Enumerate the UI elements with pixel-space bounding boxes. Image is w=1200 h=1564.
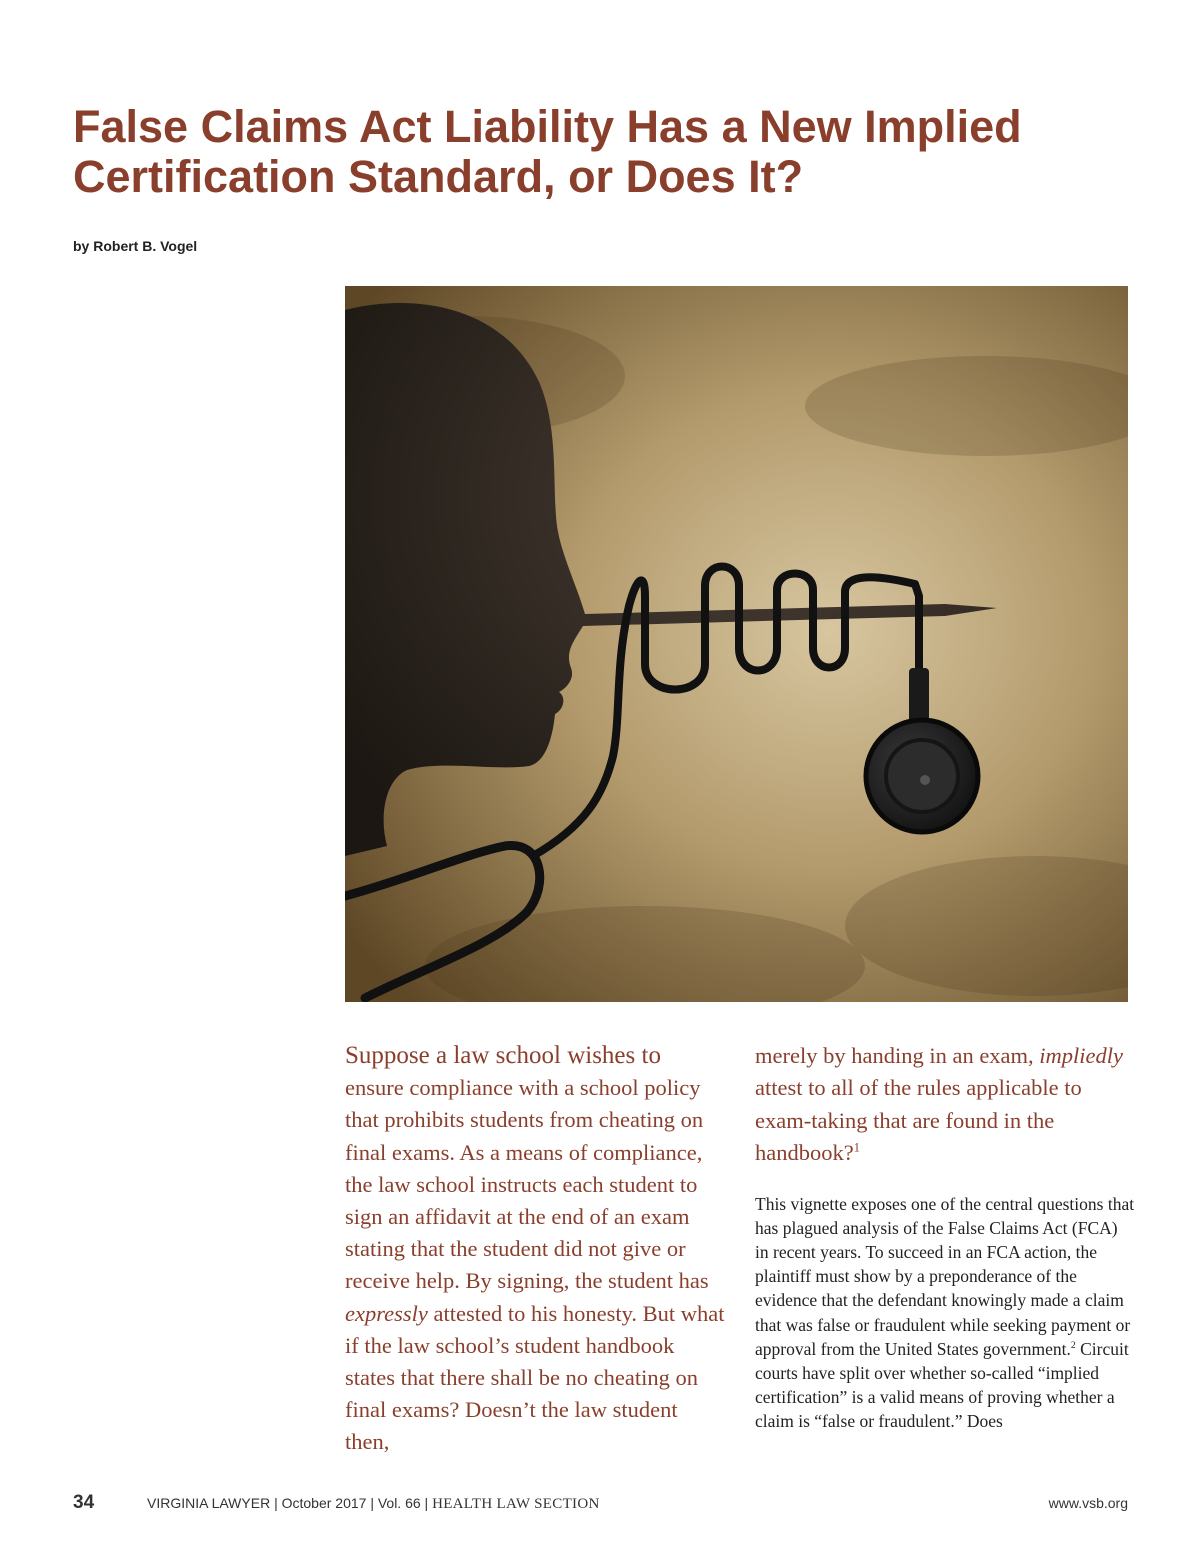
publication-label: VIRGINIA LAWYER | October 2017 | Vol. 66 |	[147, 1495, 433, 1511]
page-number: 34	[73, 1492, 95, 1513]
footnote-ref-1[interactable]: 1	[853, 1140, 860, 1155]
hero-illustration	[345, 286, 1128, 1002]
intro-lead: Suppose a law school wishes to	[345, 1042, 661, 1069]
intro-text-part-1: ensure compliance with a school policy that prohibits students from cheating on final exams. As a means of compliance, the law school instructs each student to sign an affidavit at the end of an exam stating that the student did not give or receive help. By signing, the student has	[345, 1075, 709, 1294]
website-link[interactable]: www.vsb.org	[1048, 1495, 1128, 1511]
article-title-line-1: False Claims Act Liability Has a New Implied	[73, 101, 1022, 152]
body-paragraph	[755, 1192, 1135, 1434]
intro-continuation-part-2: attest to all of the rules applicable to exam-taking that are found in the handbook?	[755, 1075, 1082, 1166]
footnote-ref-2[interactable]: 2	[1070, 1340, 1076, 1352]
byline: by Robert B. Vogel	[73, 238, 198, 254]
intro-emphasis-impliedly: impliedly	[1039, 1043, 1124, 1068]
article-title-line-2: Certification Standard, or Does It?	[73, 151, 804, 202]
article-title	[73, 102, 1153, 202]
intro-continuation-part-1: merely by handing in an exam,	[755, 1043, 1040, 1068]
section-label: HEALTH LAW SECTION	[432, 1496, 600, 1512]
intro-left-column	[345, 1040, 725, 1459]
intro-text-part-2: attested to his honesty. But what if the law school’s student handbook states that there shall be no cheating on final exams? Doesn’t the law student then,	[345, 1300, 725, 1455]
publication-info	[147, 1495, 600, 1513]
intro-continuation	[755, 1040, 1135, 1170]
intro-emphasis-expressly: expressly	[345, 1300, 428, 1326]
page-footer	[73, 1492, 1128, 1516]
right-column	[755, 1040, 1135, 1434]
intro-paragraph	[345, 1040, 725, 1459]
body-text-part-2: Circuit courts have split over whether so-called “implied certification” is a valid means of proving whether a claim is “false or fraudulent.” Does	[755, 1338, 1129, 1432]
stethoscope-nose-illustration	[345, 286, 1128, 1002]
body-text-part-1: This vignette exposes one of the central questions that has plagued analysis of the False Claims Act (FCA) in recent years. To succeed in an FCA action, the plaintiff must show by a preponderance of the evidence that the defendant knowingly made a claim that was false or fraudulent while seeking payment or approval from the United States government.	[755, 1193, 1135, 1359]
